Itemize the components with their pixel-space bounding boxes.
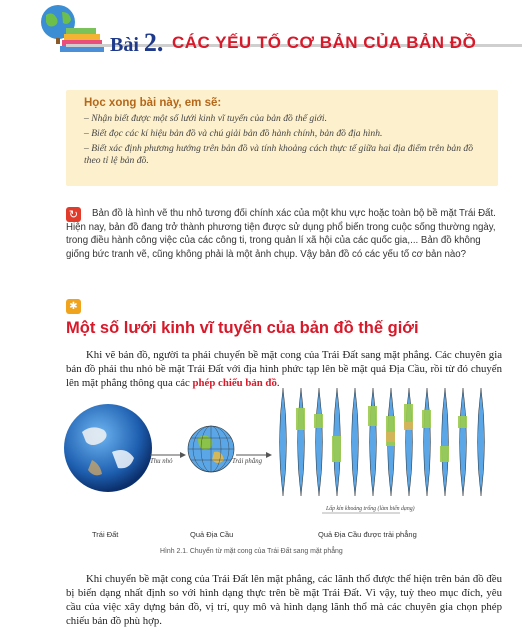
globe-label: Quả Địa Cầu [190, 530, 234, 539]
shrink-label: Thu nhỏ [150, 458, 173, 465]
bottom-paragraph: Khi chuyển bề mặt cong của Trái Đất lên mặt phẳng, các lãnh thổ được thể hiện trên bản đồ đều bị biến dạng nhất định so với hình dạng thực trên bề mặt Trái Đất. Vì vậy, tuỳ theo mục đích, yêu cầu của việc xây dựng bản đồ, vị trí, quy mô và hình dạng lãnh thổ mà các chuyên gia chọn phép chiếu bản đồ phù hợp. [66, 573, 502, 627]
lesson-title: CÁC YẾU TỐ CƠ BẢN CỦA BẢN ĐỒ [172, 33, 477, 52]
globe-books-icon [28, 0, 108, 56]
earth-label: Trái Đất [92, 530, 119, 539]
objective-item: – Nhận biết được một số lưới kinh vĩ tuyến của bản đồ thế giới. [84, 113, 327, 124]
objectives-title: Học xong bài này, em sẽ: [84, 97, 222, 109]
flatten-label: Trải phẳng [232, 458, 263, 465]
section-text-end: . [276, 377, 280, 389]
section-title: Một số lưới kinh vĩ tuyến của bản đồ thế giới [66, 319, 419, 337]
refresh-icon: ↻ [66, 207, 81, 222]
section-paragraph [66, 348, 502, 390]
flattened-label: Quả Địa Cầu được trải phẳng [318, 530, 417, 539]
lightbulb-icon: ✱ [66, 299, 81, 314]
map-projection-term: phép chiếu bản đồ [192, 377, 277, 389]
lesson-header-graphic [28, 0, 108, 56]
gap-fill-label: Lấp kín khoảng trống (làm biến dạng) [326, 506, 415, 512]
objective-item: – Biết đọc các kí hiệu bản đồ và chú giải bản đồ hành chính, bản đồ địa hình. [84, 128, 383, 139]
intro-paragraph: Bản đồ là hình vẽ thu nhỏ tương đối chính xác của một khu vực hoặc toàn bộ bề mặt Trái Đất. Hiện nay, bản đồ đang trở thành phương tiện được sử dụng phổ biến trong cuộc sống thường ngày, trong điều hành công việc của các công ti, trong quản lí xã hội của các quốc gia,... Bản đồ không giống bức tranh vẽ, cũng không phải là một ảnh chụp. Vậy bản đồ có các yếu tố cơ bản nào? [66, 208, 496, 260]
lesson-number [110, 28, 163, 58]
earth-image [62, 402, 154, 494]
flattened-globe-gores [274, 386, 492, 498]
figure-caption: Hình 2.1. Chuyển từ mặt cong của Trái Đất sang mặt phẳng [160, 548, 343, 555]
section-text: Khi vẽ bản đồ, người ta phải chuyển bề mặt cong của Trái Đất sang mặt phẳng. Các chuyên gia bản đồ phải thu nhỏ bề mặt Trái Đất với địa hình phức tạp lên bề mặt quả Địa Cầu, rồi từ đó chuyển lên mặt phẳng thông qua các [66, 349, 502, 389]
lesson-label: Bài [110, 34, 139, 56]
objective-item: – Biết xác định phương hướng trên bản đồ và tính khoảng cách thực tế giữa hai địa điểm trên bản đồ theo tỉ lệ bản đồ. [84, 143, 474, 166]
globe-image [186, 424, 236, 474]
lesson-number-value: 2. [143, 28, 164, 57]
